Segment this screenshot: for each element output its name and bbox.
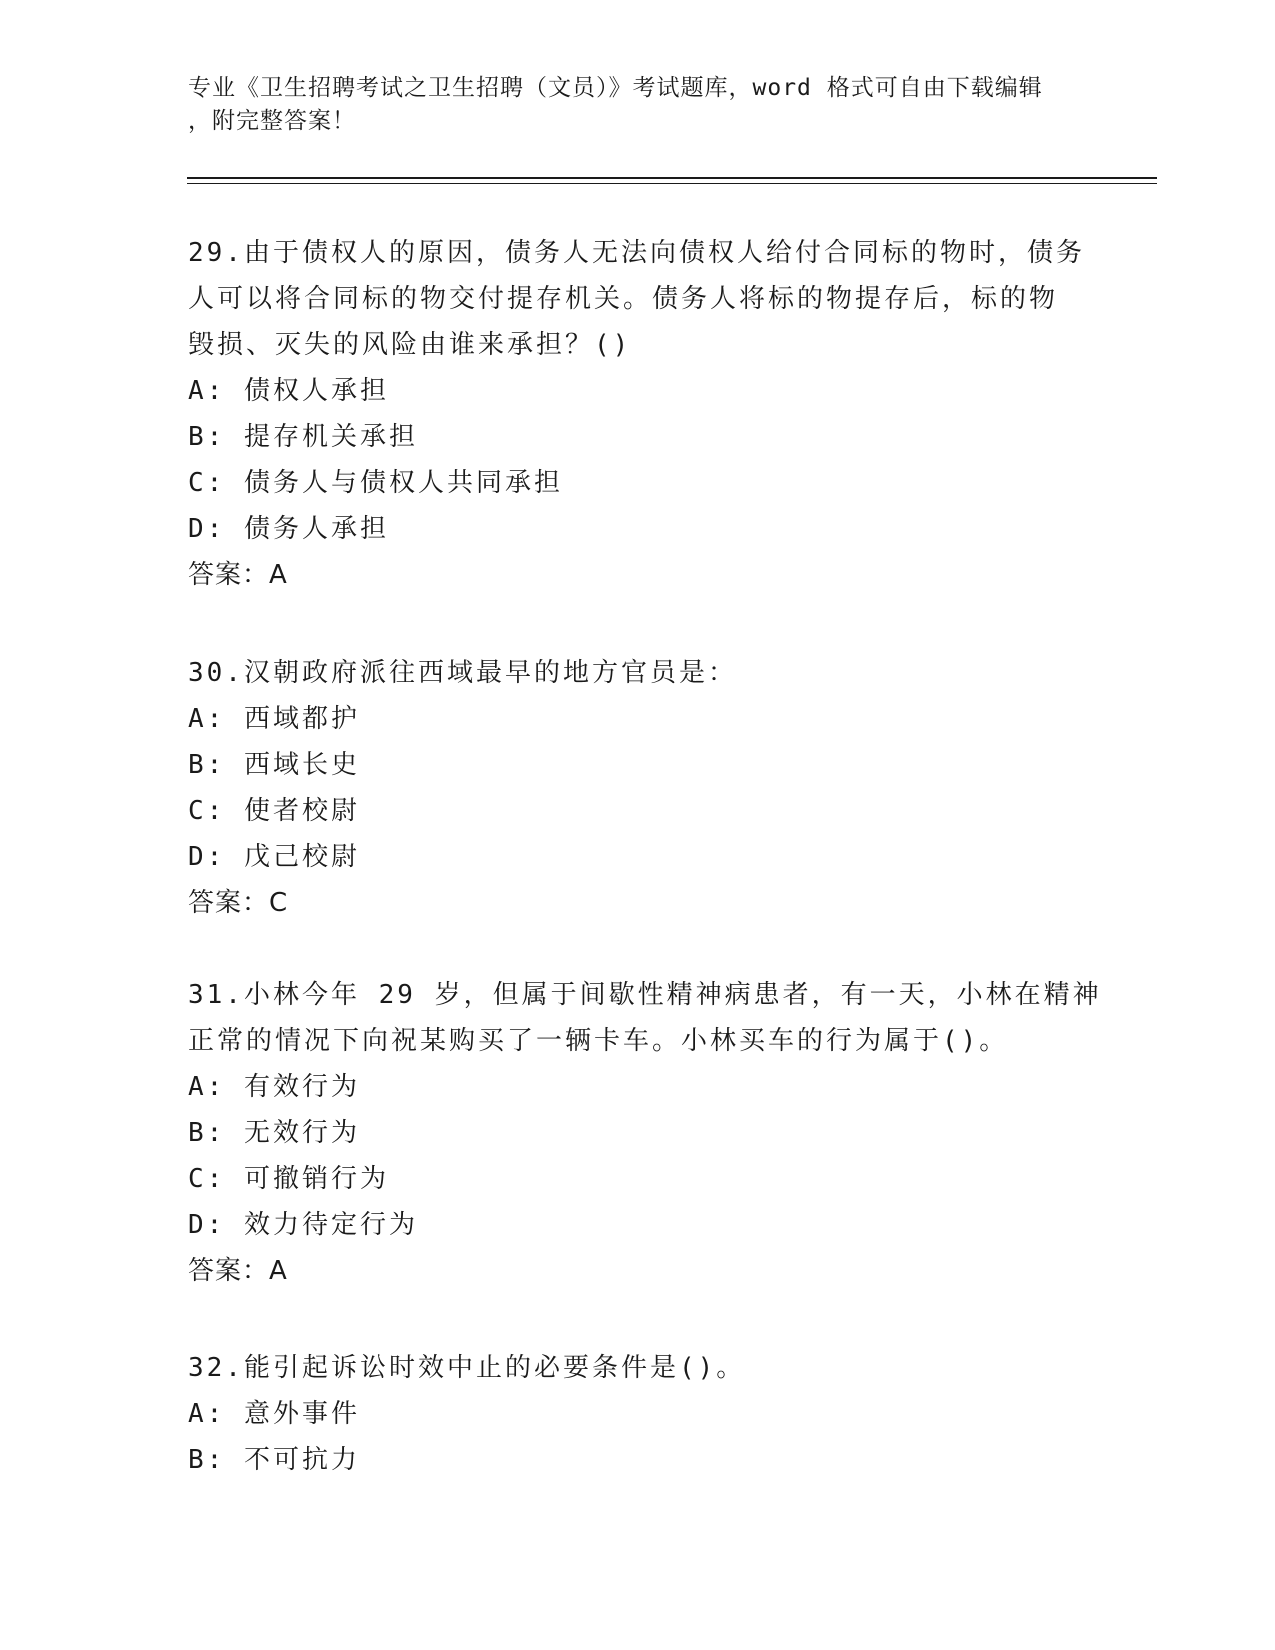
question-29 bbox=[188, 230, 1088, 598]
question-text-line: 毁损、灭失的风险由谁来承担？() bbox=[188, 330, 632, 360]
option-c: C: 可撤销行为 bbox=[188, 1164, 389, 1194]
question-text-line: 人可以将合同标的物交付提存机关。债务人将标的物提存后，标的物 bbox=[188, 284, 1059, 314]
question-text-line: 31.小林今年 29 岁，但属于间歇性精神病患者，有一天，小林在精神 bbox=[188, 980, 1102, 1010]
option-b: B: 不可抗力 bbox=[188, 1445, 360, 1475]
option-b: B: 西域长史 bbox=[188, 750, 360, 780]
option-d: D: 戊己校尉 bbox=[188, 842, 360, 872]
question-30 bbox=[188, 650, 1088, 926]
question-31 bbox=[188, 972, 1102, 1294]
option-d: D: 债务人承担 bbox=[188, 514, 389, 544]
option-a: A: 债权人承担 bbox=[188, 376, 389, 406]
option-c: C: 使者校尉 bbox=[188, 796, 360, 826]
header-line-2: ，附完整答案！ bbox=[188, 108, 356, 134]
header-divider-thick bbox=[187, 177, 1157, 179]
document-header bbox=[188, 72, 1088, 138]
option-a: A: 有效行为 bbox=[188, 1072, 360, 1102]
header-line-1: 专业《卫生招聘考试之卫生招聘（文员）》考试题库，word 格式可自由下载编辑 bbox=[188, 75, 1043, 101]
option-c: C: 债务人与债权人共同承担 bbox=[188, 468, 563, 498]
question-text-line: 29.由于债权人的原因，债务人无法向债权人给付合同标的物时，债务 bbox=[188, 238, 1085, 268]
option-d: D: 效力待定行为 bbox=[188, 1210, 418, 1240]
option-a: A: 意外事件 bbox=[188, 1399, 360, 1429]
answer-line: 答案：A bbox=[188, 1256, 288, 1286]
question-text-line: 30.汉朝政府派往西域最早的地方官员是： bbox=[188, 658, 737, 688]
header-divider-thin bbox=[187, 183, 1157, 184]
question-32 bbox=[188, 1345, 1088, 1483]
question-text-line: 32.能引起诉讼时效中止的必要条件是()。 bbox=[188, 1353, 746, 1383]
option-a: A: 西域都护 bbox=[188, 704, 360, 734]
option-b: B: 提存机关承担 bbox=[188, 422, 418, 452]
option-b: B: 无效行为 bbox=[188, 1118, 360, 1148]
question-text-line: 正常的情况下向祝某购买了一辆卡车。小林买车的行为属于()。 bbox=[188, 1026, 1009, 1056]
answer-line: 答案：C bbox=[188, 888, 289, 918]
answer-line: 答案：A bbox=[188, 560, 288, 590]
